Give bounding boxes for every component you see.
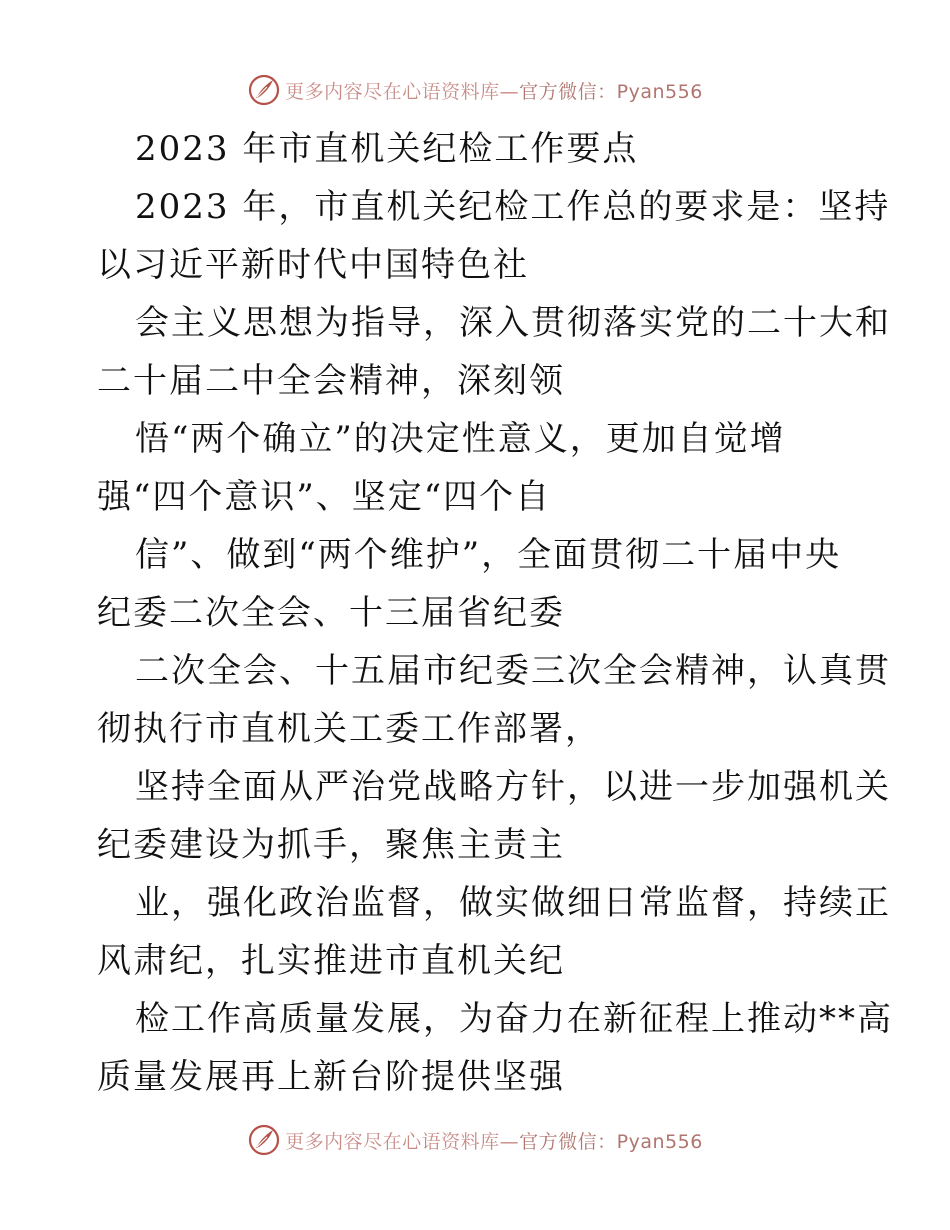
document-line: 彻执行市直机关工委工作部署， bbox=[97, 709, 601, 749]
document-line: 检工作高质量发展，为奋力在新征程上推动**高 bbox=[135, 999, 893, 1039]
footer-banner-content bbox=[247, 1123, 703, 1157]
document-line: 坚持全面从严治党战略方针，以进一步加强机关 bbox=[135, 767, 891, 807]
document-line: 纪委二次全会、十三届省纪委 bbox=[97, 593, 565, 633]
document-line: 质量发展再上新台阶提供坚强 bbox=[97, 1057, 565, 1097]
feather-pen-circle-icon bbox=[247, 1123, 281, 1157]
document-body bbox=[97, 120, 893, 1106]
header-banner-site: 更多内容尽在心语资料库 bbox=[285, 80, 500, 103]
document-line: 业，强化政治监督，做实做细日常监督，持续正 bbox=[135, 883, 891, 923]
document-line: 风肃纪，扎实推进市直机关纪 bbox=[97, 941, 565, 981]
header-banner-text bbox=[285, 77, 703, 104]
header-banner-wechat: 官方微信：Pyan556 bbox=[519, 80, 703, 103]
document-line: 二次全会、十五届市纪委三次全会精神，认真贯 bbox=[135, 651, 891, 691]
footer-banner-dash: — bbox=[499, 1130, 520, 1153]
footer-banner-text bbox=[285, 1127, 703, 1154]
footer-banner-wechat: 官方微信：Pyan556 bbox=[519, 1130, 703, 1153]
feather-pen-circle-icon bbox=[247, 73, 281, 107]
document-line: 2023 年，市直机关纪检工作总的要求是：坚持 bbox=[135, 187, 891, 227]
document-line: 会主义思想为指导，深入贯彻落实党的二十大和 bbox=[135, 303, 891, 343]
header-banner-content bbox=[247, 73, 703, 107]
document-line: 悟“两个确立”的决定性意义，更加自觉增 bbox=[135, 419, 786, 459]
document-title: 2023 年市直机关纪检工作要点 bbox=[135, 129, 639, 169]
document-line: 纪委建设为抓手，聚焦主责主 bbox=[97, 825, 565, 865]
document-line: 以习近平新时代中国特色社 bbox=[97, 245, 529, 285]
header-banner bbox=[0, 70, 950, 110]
document-line: 强“四个意识”、坚定“四个自 bbox=[97, 477, 552, 517]
document-line: 信”、做到“两个维护”，全面贯彻二十届中央 bbox=[135, 535, 842, 575]
footer-banner-site: 更多内容尽在心语资料库 bbox=[285, 1130, 500, 1153]
header-banner-dash: — bbox=[499, 80, 520, 103]
document-line: 二十届二中全会精神，深刻领 bbox=[97, 361, 565, 401]
footer-banner bbox=[0, 1120, 950, 1160]
